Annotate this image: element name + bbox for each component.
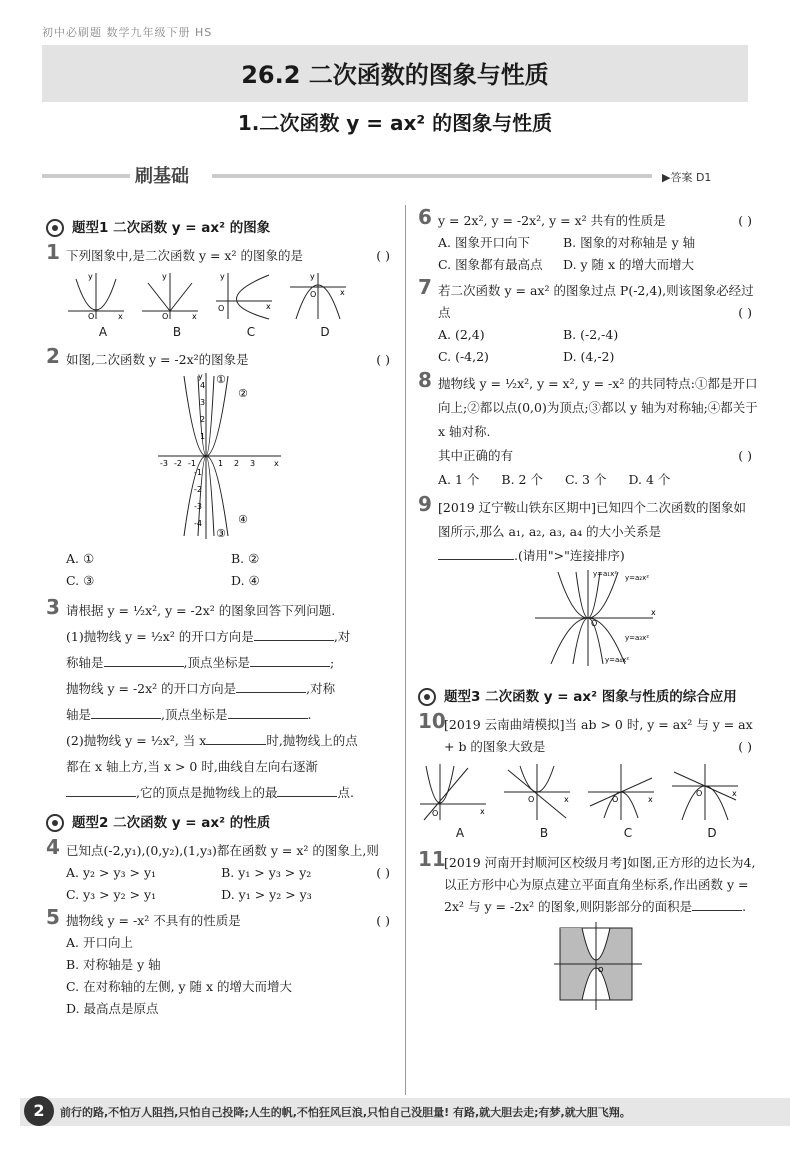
option-b[interactable]: B. 图象的对称轴是 y 轴 bbox=[563, 235, 696, 250]
q3-text: (2)抛物线 y = ½x², 当 x bbox=[66, 733, 207, 748]
q8-options bbox=[438, 468, 758, 492]
axis-x-label: x bbox=[732, 789, 737, 798]
banner-line-right bbox=[212, 174, 652, 178]
q7-options bbox=[438, 324, 758, 368]
fill-blank[interactable] bbox=[104, 666, 184, 667]
option-c[interactable]: C. 3 个 bbox=[564, 472, 607, 487]
section-type1 bbox=[46, 217, 396, 239]
question-number: 8 bbox=[418, 368, 432, 392]
q3-text: ,对 bbox=[333, 629, 351, 644]
question-number: 2 bbox=[46, 344, 60, 368]
q4-options bbox=[66, 862, 376, 906]
section-type1-title: 题型1 二次函数 y = ax² 的图象 bbox=[72, 220, 271, 236]
caption-b: B bbox=[539, 826, 549, 840]
q2-options bbox=[66, 548, 396, 592]
option-c[interactable]: C. 在对称轴的左侧, y 随 x 的增大而增大 bbox=[66, 979, 293, 994]
answer-paren: ( ) bbox=[376, 865, 390, 880]
option-d[interactable]: D. y₁ > y₂ > y₃ bbox=[221, 887, 312, 902]
origin-label: O bbox=[88, 312, 95, 321]
origin-label: O bbox=[591, 619, 598, 628]
question-text: .(请用">"连接排序) bbox=[514, 548, 625, 563]
q2-figure bbox=[156, 371, 286, 541]
axis-x-label: x bbox=[118, 312, 123, 321]
origin-label: O bbox=[612, 795, 619, 804]
y-tick: 3 bbox=[200, 398, 206, 407]
q10-graphs bbox=[418, 762, 758, 822]
option-c[interactable]: C. ③ bbox=[66, 573, 95, 588]
question-3 bbox=[46, 595, 396, 806]
origin-label: O bbox=[696, 789, 703, 798]
banner-line-left bbox=[42, 174, 130, 178]
basic-banner bbox=[42, 160, 748, 190]
axis-x-label: x bbox=[648, 795, 653, 804]
target-icon bbox=[46, 814, 64, 832]
fill-blank[interactable] bbox=[438, 559, 514, 560]
caption-d: D bbox=[707, 826, 717, 840]
x-tick: -3 bbox=[160, 459, 168, 468]
option-b[interactable]: B. y₁ > y₃ > y₂ bbox=[221, 865, 312, 880]
question-text: 若二次函数 y = ax² 的图象过点 P(-2,4),则该图象必经过点 bbox=[438, 283, 754, 320]
section-type2 bbox=[46, 812, 396, 834]
column-divider bbox=[405, 205, 406, 1095]
answer-paren: ( ) bbox=[376, 913, 390, 928]
question-6 bbox=[418, 205, 758, 276]
axis-y-label: y bbox=[198, 372, 203, 381]
origin-label: O bbox=[310, 290, 317, 299]
axis-y-label: y bbox=[310, 272, 315, 281]
section-type3 bbox=[418, 686, 758, 708]
banner-label: 刷基础 bbox=[135, 166, 189, 187]
question-11 bbox=[418, 847, 758, 1019]
curve-label-a4: y=a₄x² bbox=[605, 656, 630, 664]
option-c[interactable]: C. y₃ > y₂ > y₁ bbox=[66, 887, 157, 902]
graph-a bbox=[418, 762, 488, 822]
y-tick: -1 bbox=[194, 468, 202, 477]
caption-d: D bbox=[320, 325, 330, 339]
question-number: 6 bbox=[418, 205, 432, 229]
option-a[interactable]: A. y₂ > y₃ > y₁ bbox=[66, 865, 157, 880]
page-number: 2 bbox=[24, 1096, 54, 1126]
question-7 bbox=[418, 275, 758, 368]
axis-x-label: x bbox=[651, 608, 656, 617]
section-type2-title: 题型2 二次函数 y = ax² 的性质 bbox=[72, 815, 271, 831]
origin-label: O bbox=[598, 966, 604, 974]
question-number: 3 bbox=[46, 595, 60, 619]
question-text: 抛物线 y = -x² 不具有的性质是 bbox=[66, 913, 241, 928]
origin-label: O bbox=[162, 312, 169, 321]
footer-motto: 前行的路,不怕万人阻挡,只怕自己投降;人生的帆,不怕狂风巨浪,只怕自己没胆量! 有路,就大胆去走;有梦,就大胆飞翔。 bbox=[60, 1106, 631, 1119]
option-a[interactable]: A. ① bbox=[66, 551, 95, 566]
question-1 bbox=[46, 240, 396, 343]
fill-blank[interactable] bbox=[66, 796, 136, 797]
question-text: 其中正确的有 bbox=[438, 448, 514, 463]
question-5 bbox=[46, 905, 396, 1020]
question-text: 如图,二次函数 y = -2x²的图象是 bbox=[66, 352, 249, 367]
curve-label-a3: y=a₃x² bbox=[625, 634, 650, 642]
question-4 bbox=[46, 835, 396, 906]
option-a[interactable]: A. 开口向上 bbox=[66, 935, 133, 950]
question-8 bbox=[418, 368, 758, 492]
question-text: . bbox=[742, 899, 747, 914]
option-d[interactable]: D. 4 个 bbox=[628, 472, 671, 487]
origin-label: O bbox=[218, 304, 225, 313]
answer-paren: ( ) bbox=[376, 352, 390, 367]
caption-c: C bbox=[623, 826, 633, 840]
q3-text: ,对称 bbox=[306, 681, 336, 696]
answer-ref: ▶答案 D1 bbox=[662, 171, 712, 184]
option-d[interactable]: D. (4,-2) bbox=[563, 349, 615, 364]
fill-blank[interactable] bbox=[236, 692, 306, 693]
option-b[interactable]: B. ② bbox=[231, 551, 260, 566]
q6-options bbox=[438, 232, 758, 276]
y-tick: -3 bbox=[194, 502, 202, 511]
option-b[interactable]: B. 对称轴是 y 轴 bbox=[66, 957, 161, 972]
option-a[interactable]: A. 图象开口向下 bbox=[438, 235, 530, 250]
y-tick: -4 bbox=[194, 519, 202, 528]
fill-blank[interactable] bbox=[206, 744, 266, 745]
axis-y-label: y bbox=[220, 272, 225, 281]
q3-text: 称轴是 bbox=[66, 655, 104, 670]
x-tick: -1 bbox=[188, 459, 196, 468]
question-text: [2019 河南开封顺河区校级月考]如图,正方形的边长为4,以正方形中心为原点建立平面直角坐标系,作出函数 y = 2x² 与 y = -2x² 的图象,则阴影部分的面积是 bbox=[444, 855, 756, 914]
x-tick: 3 bbox=[250, 459, 256, 468]
curve-mark-4: ④ bbox=[238, 513, 248, 526]
q3-text: ,顶点坐标是 bbox=[161, 707, 228, 722]
fill-blank[interactable] bbox=[277, 796, 337, 797]
graph-d bbox=[288, 271, 348, 321]
question-number: 7 bbox=[418, 275, 432, 299]
section-title: 26.2 二次函数的图象与性质 bbox=[241, 61, 549, 89]
question-text: [2019 辽宁鞍山铁东区期中]已知四个二次函数的图象如图所示,那么 a₁, a₂, a₃, a₄ 的大小关系是 bbox=[438, 500, 747, 539]
q3-text: 都在 x 轴上方,当 x > 0 时,曲线自左向右逐渐 bbox=[66, 759, 318, 774]
fill-blank[interactable] bbox=[692, 910, 742, 911]
graph-b bbox=[140, 271, 200, 321]
x-tick: -2 bbox=[174, 459, 182, 468]
q2-figure-wrap bbox=[66, 371, 396, 548]
answer-paren: ( ) bbox=[738, 305, 752, 320]
curve-label-a1: y=a₁x² bbox=[593, 570, 618, 578]
right-column bbox=[418, 205, 758, 1021]
caption-c: C bbox=[246, 325, 256, 339]
graph-d bbox=[670, 762, 740, 822]
fill-blank[interactable] bbox=[228, 718, 308, 719]
question-number: 11 bbox=[418, 847, 446, 871]
answer-paren: ( ) bbox=[738, 739, 752, 754]
q1-captions bbox=[66, 321, 396, 343]
option-d[interactable]: D. ④ bbox=[231, 573, 260, 588]
option-d[interactable]: D. y 随 x 的增大而增大 bbox=[563, 257, 695, 272]
axis-x-label: x bbox=[274, 459, 279, 468]
origin-label: O bbox=[432, 809, 439, 818]
answer-paren: ( ) bbox=[738, 448, 752, 463]
fill-blank[interactable] bbox=[250, 666, 330, 667]
caption-b: B bbox=[172, 325, 182, 339]
question-number: 4 bbox=[46, 835, 60, 859]
q10-captions bbox=[418, 822, 758, 844]
q3-text: 点. bbox=[337, 785, 354, 800]
question-number: 1 bbox=[46, 240, 60, 264]
q11-figure bbox=[554, 922, 644, 1012]
axis-x-label: x bbox=[564, 795, 569, 804]
axis-x-label: x bbox=[266, 302, 271, 311]
subsection-title: 1.二次函数 y = ax² 的图象与性质 bbox=[237, 111, 553, 135]
fill-blank[interactable] bbox=[254, 640, 334, 641]
question-text: y = 2x², y = -2x², y = x² 共有的性质是 bbox=[438, 213, 666, 228]
question-text: 请根据 y = ½x², y = -2x² 的图象回答下列问题. bbox=[66, 603, 336, 618]
option-b[interactable]: B. (-2,-4) bbox=[563, 327, 619, 342]
q1-graphs bbox=[66, 271, 396, 321]
left-column bbox=[46, 215, 396, 1022]
y-tick: 1 bbox=[200, 432, 206, 441]
x-tick: 1 bbox=[218, 459, 224, 468]
curve-mark-2: ② bbox=[238, 387, 248, 400]
q9-figure bbox=[533, 568, 663, 668]
question-text: [2019 云南曲靖模拟]当 ab > 0 时, y = ax² 与 y = ax + b 的图象大致是 bbox=[444, 717, 753, 754]
footer-bar bbox=[20, 1098, 790, 1126]
q3-text: ,它的顶点是抛物线上的最 bbox=[136, 785, 278, 800]
question-9 bbox=[418, 492, 758, 676]
graph-b bbox=[502, 762, 572, 822]
caption-a: A bbox=[98, 325, 108, 339]
axis-y-label: y bbox=[88, 272, 93, 281]
q3-text: ; bbox=[330, 655, 335, 670]
option-c[interactable]: C. 图象都有最高点 bbox=[438, 257, 543, 272]
question-number: 5 bbox=[46, 905, 60, 929]
option-b[interactable]: B. 2 个 bbox=[501, 472, 543, 487]
curve-mark-3: ③ bbox=[216, 527, 226, 540]
curve-label-a2: y=a₂x² bbox=[625, 574, 650, 582]
option-a[interactable]: A. 1 个 bbox=[438, 472, 480, 487]
question-text: 已知点(-2,y₁),(0,y₂),(1,y₃)都在函数 y = x² 的图象上,则 bbox=[66, 843, 379, 858]
question-text: 下列图象中,是二次函数 y = x² 的图象的是 bbox=[66, 248, 303, 263]
graph-c bbox=[586, 762, 656, 822]
q3-text: 轴是 bbox=[66, 707, 92, 722]
question-number: 9 bbox=[418, 492, 432, 516]
q3-text: ,顶点坐标是 bbox=[183, 655, 250, 670]
answer-paren: ( ) bbox=[738, 213, 752, 228]
axis-x-label: x bbox=[480, 807, 485, 816]
axis-y-label: y bbox=[162, 272, 167, 281]
option-c[interactable]: C. (-4,2) bbox=[438, 349, 489, 364]
y-tick: 2 bbox=[200, 415, 206, 424]
question-2 bbox=[46, 344, 396, 592]
x-tick: 2 bbox=[234, 459, 240, 468]
y-tick: -2 bbox=[194, 485, 202, 494]
running-header: 初中必刷题 数学九年级下册 HS bbox=[42, 26, 213, 39]
q3-text: 抛物线 y = -2x² 的开口方向是 bbox=[66, 681, 237, 696]
graph-a bbox=[66, 271, 126, 321]
answer-paren: ( ) bbox=[376, 248, 390, 263]
option-d[interactable]: D. 最高点是原点 bbox=[66, 1001, 159, 1016]
target-icon bbox=[418, 688, 436, 706]
question-number: 10 bbox=[418, 709, 446, 733]
q9-figure-wrap bbox=[438, 568, 758, 676]
q3-text: . bbox=[307, 707, 312, 722]
target-icon bbox=[46, 219, 64, 237]
caption-a: A bbox=[455, 826, 465, 840]
question-text: 抛物线 y = ½x², y = x², y = -x² 的共同特点:①都是开口向上;②都以点(0,0)为顶点;③都以 y 轴为对称轴;④都关于 x 轴对称. bbox=[438, 376, 758, 439]
curve-mark-1: ① bbox=[216, 373, 226, 386]
axis-x-label: x bbox=[340, 288, 345, 297]
y-tick: 4 bbox=[200, 381, 206, 390]
question-10 bbox=[418, 709, 758, 844]
origin-label: O bbox=[528, 795, 535, 804]
q3-text: (1)抛物线 y = ½x² 的开口方向是 bbox=[66, 629, 254, 644]
option-a[interactable]: A. (2,4) bbox=[438, 327, 485, 342]
q11-figure-wrap bbox=[444, 922, 758, 1019]
graph-c bbox=[214, 271, 274, 321]
fill-blank[interactable] bbox=[91, 718, 161, 719]
q3-text: 时,抛物线上的点 bbox=[266, 733, 358, 748]
section-type3-title: 题型3 二次函数 y = ax² 图象与性质的综合应用 bbox=[444, 689, 737, 705]
axis-x-label: x bbox=[192, 312, 197, 321]
